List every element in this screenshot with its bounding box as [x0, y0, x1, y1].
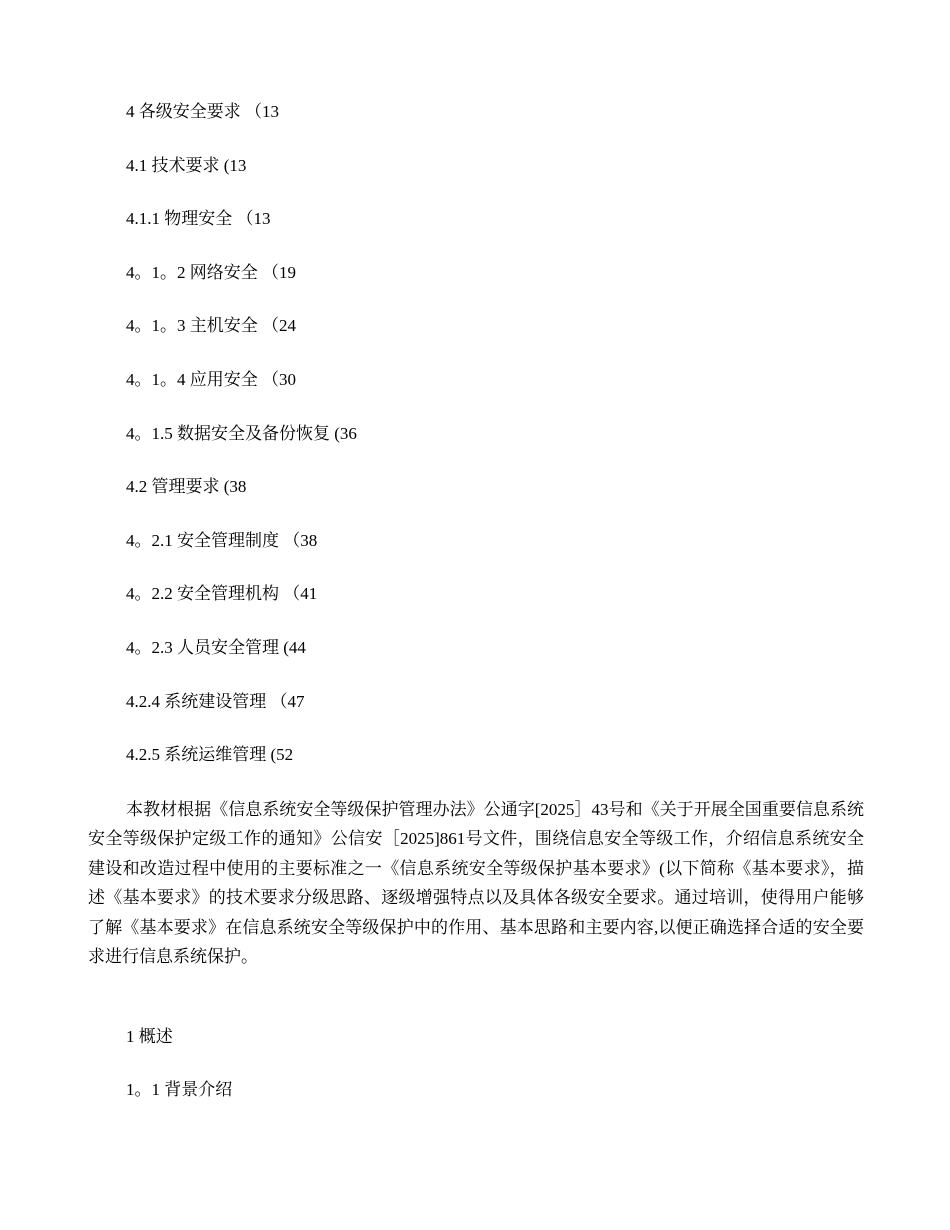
section-heading-overview: 1 概述	[126, 1027, 173, 1046]
toc-item: 4.1.1 物理安全 （13	[126, 209, 271, 229]
toc-item: 4 各级安全要求 （13	[126, 102, 279, 121]
toc-item: 4。1。4 应用安全 （30	[126, 369, 296, 389]
toc-item: 4.2 管理要求 (38	[126, 477, 247, 497]
toc-item: 4。1。3 主机安全 （24	[126, 316, 296, 336]
toc-item: 4。1。2 网络安全 （19	[126, 262, 296, 282]
table-of-contents	[126, 101, 357, 798]
toc-item: 4。2.3 人员安全管理 (44	[126, 637, 306, 657]
toc-item: 4.2.4 系统建设管理 （47	[126, 691, 305, 711]
toc-item: 4。2.2 安全管理机构 （41	[126, 584, 318, 604]
toc-item: 4。2.1 安全管理制度 （38	[126, 530, 318, 550]
toc-item: 4.2.5 系统运维管理 (52	[126, 745, 294, 765]
intro-paragraph: 本教材根据《信息系统安全等级保护管理办法》公通字[2025］43号和《关于开展全国重要信息系统安全等级保护定级工作的通知》公信安［2025]861号文件，围绕信息安全等级工作，介绍信息系统安全建设和改造过程中使用的主要标准之一《信息系统安全等级保护基本要求》(以下简称《基本要求》，描述《基本要求》的技术要求分级思路、逐级增强特点以及具体各级安全要求。通过培训，使得用户能够了解《基本要求》在信息系统安全等级保护中的作用、基本思路和主要内容,以便正确选择合适的安全要求进行信息系统保护。	[88, 800, 864, 967]
toc-item: 4。1.5 数据安全及备份恢复 (36	[126, 423, 357, 443]
toc-item: 4.1 技术要求 (13	[126, 155, 247, 175]
section-heading-background: 1。1 背景介绍	[126, 1080, 233, 1099]
